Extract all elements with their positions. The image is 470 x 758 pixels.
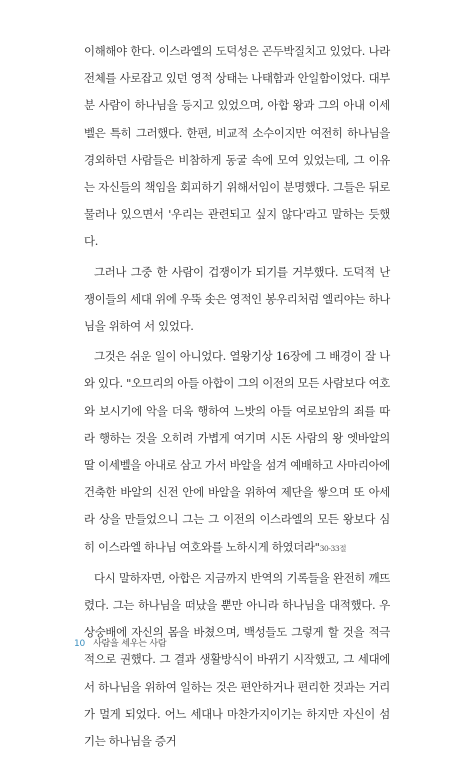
paragraph-text: 그러나 그중 한 사람이 겁쟁이가 되기를 거부했다. 도덕적 난쟁이들의 세대 위에 우뚝 솟은 영적인 봉우리처럼 엘리야는 하나님을 위하여 서 있었다.: [84, 264, 390, 334]
verse-citation: 30-33절: [319, 543, 347, 553]
page-number: 10: [74, 639, 86, 649]
paragraph: [84, 343, 390, 562]
paragraph: [84, 565, 390, 755]
paragraph: [84, 38, 390, 256]
page-footer: [74, 636, 166, 649]
body-text: [84, 38, 390, 758]
paragraph-text: 다시 말하자면, 아합은 지금까지 반역의 기록들을 완전히 깨뜨렸다. 그는 하나님을 떠났을 뿐만 아니라 하나님을 대적했다. 우상숭배에 자신의 몸을 바쳤으며, 백성들도 그렇게 할 것을 적극적으로 권했다. 그 결과 생활방식이 바뀌기 시작했고, 그 세대에서 하나님을 위하여 일하는 것은 편안하거나 편리한 것과는 거리가 멀게 되었다. 어느 세대나 마찬가지이기는 하지만 자신이 섬기는 하나님을 증거: [84, 570, 390, 749]
book-title: 사람을 세우는 사람: [93, 639, 167, 649]
paragraph-text: 이해해야 한다. 이스라엘의 도덕성은 곤두박질치고 있었다. 나라 전체를 사로잡고 있던 영적 상태는 나태함과 안일함이었다. 대부분 사람이 하나님을 등지고 있었으며, 아합 왕과 그의 아내 이세벨은 특히 그러했다. 한편, 비교적 소수이지만 여전히 하나님을 경외하던 사람들은 비참하게 동굴 속에 모여 있었는데, 그 이유는 자신들의 책임을 회피하기 위해서임이 분명했다. 그들은 뒤로 물러나 있으면서 '우리는 관련되고 싶지 않다'라고 말하는 듯했다.: [84, 44, 390, 249]
paragraph-text: 그것은 쉬운 일이 아니었다. 열왕기상 16장에 그 배경이 잘 나와 있다. "오므리의 아들 아합이 그의 이전의 모든 사람보다 여호와 보시기에 악을 더욱 행하여 느밧의 아들 여로보암의 죄를 따라 행하는 것을 오히려 가볍게 여기며 시돈 사람의 왕 엣바알의 딸 이세벨을 아내로 삼고 가서 바알을 섬겨 예배하고 사마리아에 건축한 바알의 신전 안에 바알을 위하여 제단을 쌓으며 또 아세라 상을 만들었으니 그는 그 이전의 이스라엘의 모든 왕보다 심히 이스라엘 하나님 여호와를 노하시게 하였더라": [84, 349, 390, 554]
paragraph: [84, 259, 390, 341]
